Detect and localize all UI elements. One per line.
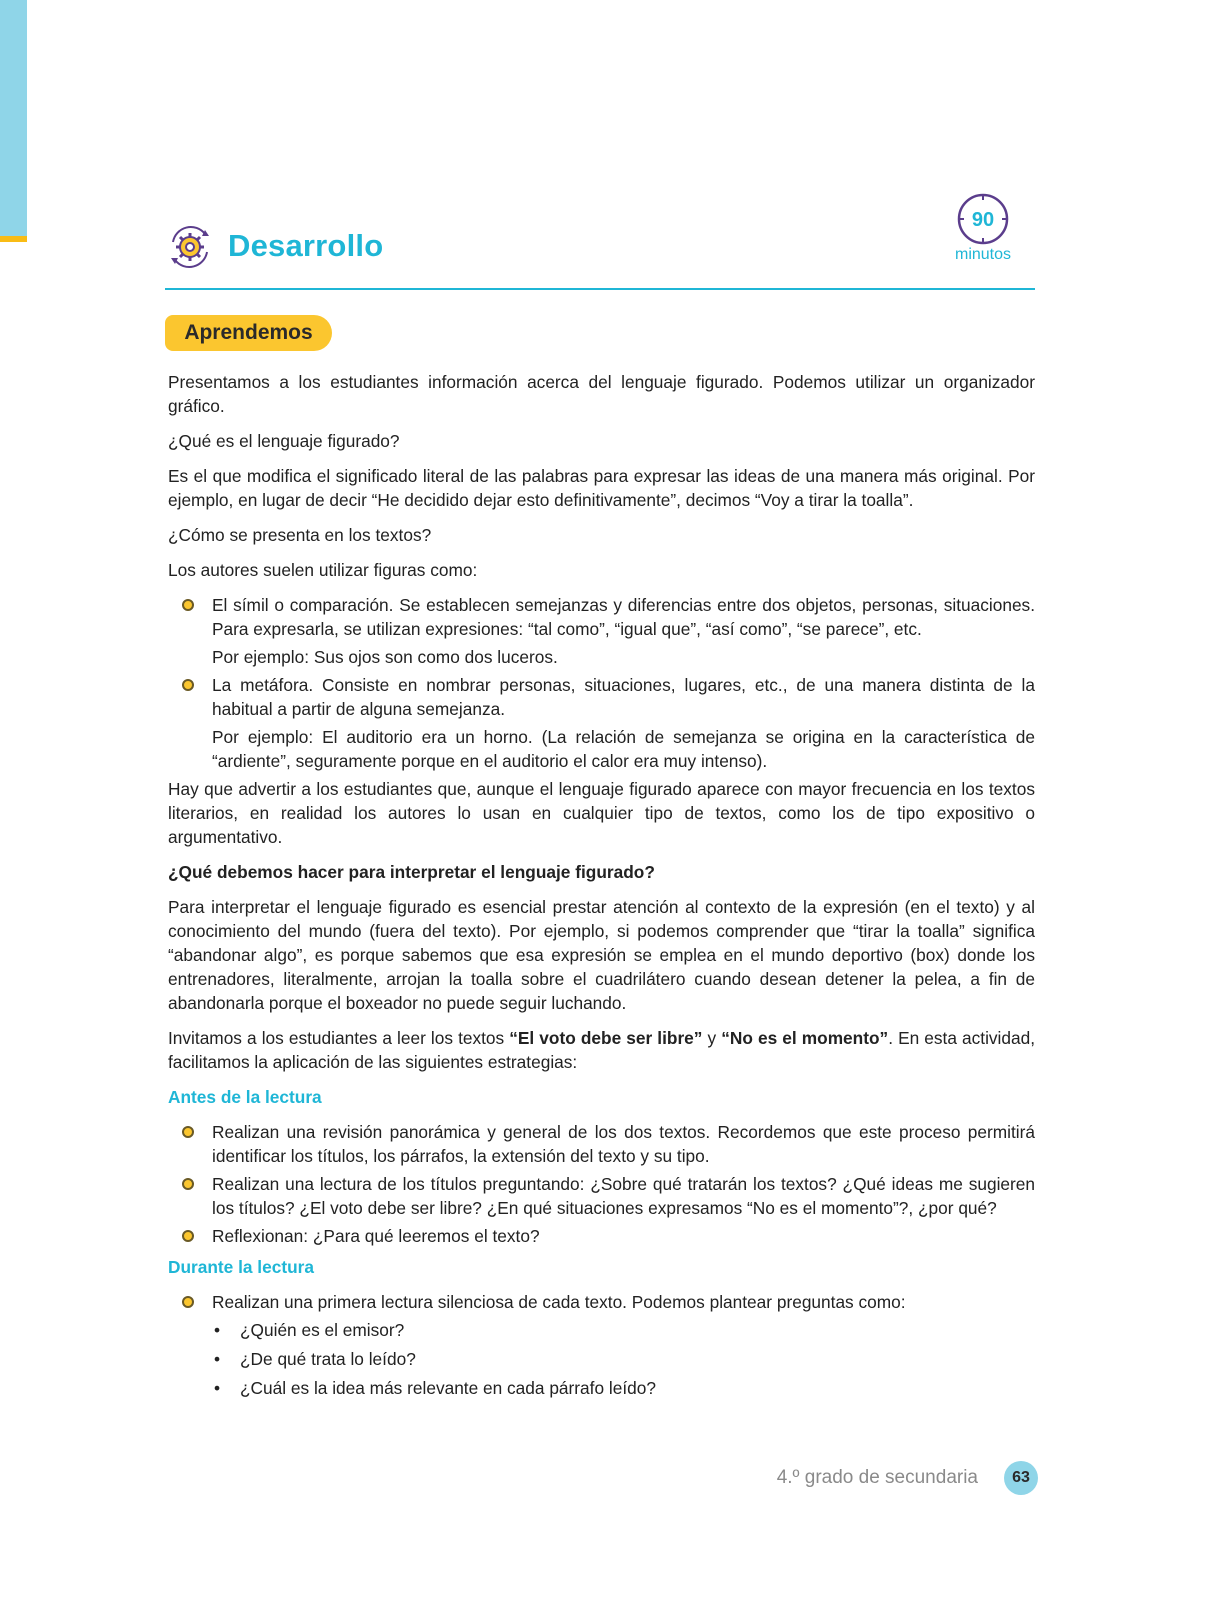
circle-bullet-icon — [182, 1230, 194, 1242]
list-item: • ¿Quién es el emisor? — [214, 1320, 405, 1340]
timer-value: 90 — [971, 209, 995, 231]
dot-bullet-icon: • — [214, 1320, 221, 1340]
grade-label: 4.º grado de secundaria — [776, 1467, 978, 1488]
text-title-1: “El voto debe ser libre” — [509, 1028, 703, 1048]
warning-paragraph: Hay que advertir a los estudiantes que, aunque el lenguaje figurado aparece con mayor frecuencia en los textos literarios, en realidad los autores lo usan en cualquier tipo de textos, como los de tipo expositivo o argumentativo. — [168, 779, 1035, 847]
invite-paragraph: Invitamos a los estudiantes a leer los textos “El voto debe ser libre” y “No es el momento”. En esta actividad, facilitamos la aplicación de las siguientes estrategias: — [168, 1028, 1036, 1072]
page-number: 63 — [1004, 1461, 1038, 1495]
heading-antes: Antes de la lectura — [168, 1087, 322, 1107]
circle-bullet-icon — [182, 599, 194, 611]
header-divider — [165, 288, 1035, 290]
list-item: • ¿De qué trata lo leído? — [214, 1349, 416, 1369]
answer-interpret: Para interpretar el lenguaje figurado es esencial prestar atención al contexto de la expresión (en el texto) y al conocimiento del mundo (fuera del texto). Por ejemplo, si podemos comprender que “tirar la toalla” significa “abandonar algo”, es porque sabemos que esa expresión se emplea en el mundo deportivo (box) donde los entrenadores, literalmente, arrojan la toalla sobre el cuadrilátero cuando desean detener la pelea, a fin de abandonarla porque el boxeador no puede seguir luchando. — [168, 897, 1035, 1013]
text-title-2: “No es el momento” — [721, 1028, 889, 1048]
dot-bullet-icon: • — [214, 1378, 221, 1398]
figure-example: Por ejemplo: El auditorio era un horno. (La relación de semejanza se origina en la característica de “ardiente”, seguramente porque en el auditorio el calor era muy intenso). — [212, 727, 1035, 771]
list-item — [168, 593, 1035, 669]
page-footer — [777, 1460, 1038, 1496]
intro-paragraph: Presentamos a los estudiantes información acerca del lenguaje figurado. Podemos utilizar un organizador gráfico. — [168, 372, 1035, 416]
figures-list — [168, 593, 1035, 773]
circle-bullet-icon — [182, 1296, 194, 1308]
figure-text: La metáfora. Consiste en nombrar personas, situaciones, lugares, etc., de una manera distinta de la habitual a partir de alguna semejanza. — [212, 675, 1035, 719]
heading-durante: Durante la lectura — [168, 1257, 314, 1277]
list-item: • ¿Cuál es la idea más relevante en cada párrafo leído? — [214, 1378, 656, 1398]
side-color-bar — [0, 0, 27, 236]
section-header — [165, 192, 1035, 292]
main-content — [168, 370, 1035, 1405]
durante-list — [168, 1290, 1035, 1400]
list-item: Reflexionan: ¿Para qué leeremos el texto? — [168, 1224, 1035, 1248]
dot-bullet-icon: • — [214, 1349, 221, 1369]
figure-text: El símil o comparación. Se establecen semejanzas y diferencias entre dos objetos, personas, situaciones. Para expresarla, se utilizan expresiones: “tal como”, “igual que”, “así como”, “se parece”, etc. — [212, 595, 1035, 639]
question-interpret: ¿Qué debemos hacer para interpretar el lenguaje figurado? — [168, 862, 655, 882]
answer-what-is: Es el que modifica el significado literal de las palabras para expresar las ideas de una manera más original. Por ejemplo, en lugar de decir “He decidido dejar esto definitivamente”, decimos “Voy a tirar la toalla”. — [168, 466, 1035, 510]
list-item: Realizan una revisión panorámica y general de los dos textos. Recordemos que este proceso permitirá identificar los títulos, los párrafos, la extensión del texto y su tipo. — [168, 1120, 1035, 1168]
list-item: Realizan una primera lectura silenciosa de cada texto. Podemos plantear preguntas como: • ¿Quién es el emisor? • ¿De qué trata lo leído? • ¿Cuál es la idea más relevante en cada párrafo leído? — [168, 1290, 1035, 1400]
circle-bullet-icon — [182, 1126, 194, 1138]
antes-list — [168, 1120, 1035, 1248]
side-color-accent — [0, 236, 27, 242]
aprendemos-badge: Aprendemos — [165, 315, 332, 351]
question-how-presented: ¿Cómo se presenta en los textos? — [168, 525, 432, 545]
timer-unit: minutos — [954, 246, 1012, 263]
clock-icon — [956, 192, 1010, 246]
gear-icon — [165, 222, 215, 272]
page-title: Desarrollo — [228, 228, 384, 263]
question-what-is: ¿Qué es el lenguaje figurado? — [168, 431, 400, 451]
figure-example: Por ejemplo: Sus ojos son como dos luceros. — [212, 647, 558, 667]
list-item: Realizan una lectura de los títulos preguntando: ¿Sobre qué tratarán los textos? ¿Qué ideas me sugieren los títulos? ¿El voto debe ser libre? ¿En qué situaciones expresamos “No es el momento”?, ¿por qué? — [168, 1172, 1035, 1220]
circle-bullet-icon — [182, 1178, 194, 1190]
answer-how-presented: Los autores suelen utilizar figuras como: — [168, 560, 478, 580]
timer — [943, 192, 1023, 264]
circle-bullet-icon — [182, 679, 194, 691]
list-item — [168, 673, 1035, 773]
durante-questions — [212, 1318, 1035, 1400]
